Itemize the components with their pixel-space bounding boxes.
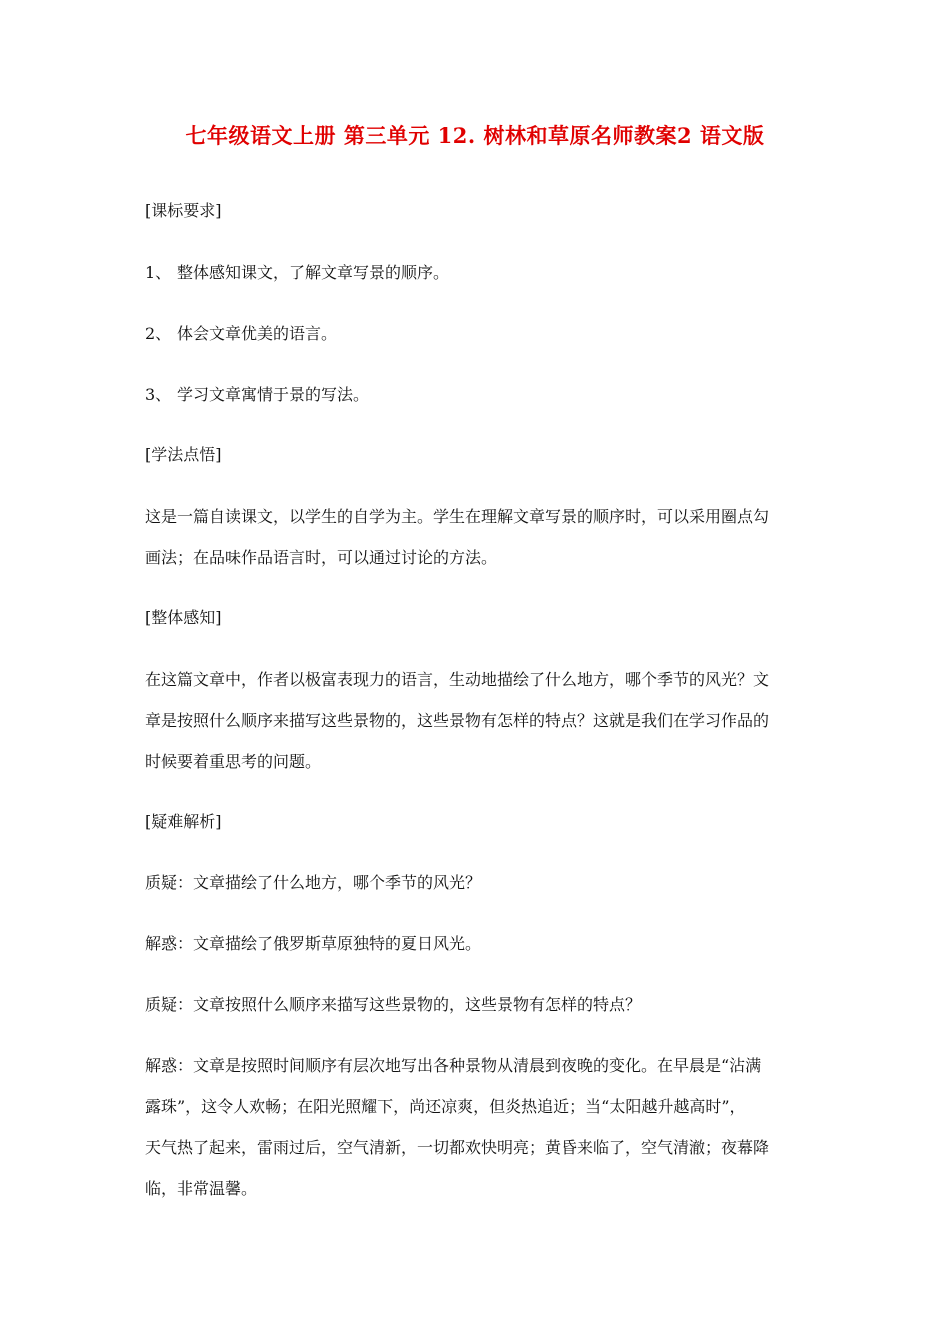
list-item-text: 整体感知课文，了解文章写景的顺序。 — [177, 263, 450, 282]
list-item-number: 1、 — [145, 263, 172, 282]
section-heading-analysis: [疑难解析] — [145, 812, 222, 831]
list-item-number: 3、 — [145, 385, 172, 404]
list-item-text: 学习文章寓情于景的写法。 — [177, 385, 370, 404]
section-heading-overview: [整体感知] — [145, 608, 222, 627]
paragraph-line: 在这篇文章中，作者以极富表现力的语言，生动地描绘了什么地方，哪个季节的风光？文 — [145, 670, 770, 689]
paragraph-line: 天气热了起来，雷雨过后，空气清新，一切都欢快明亮；黄昏来临了，空气清澈；夜幕降 — [145, 1138, 770, 1157]
list-item-number: 2、 — [145, 324, 172, 343]
section-heading-method: [学法点悟] — [145, 445, 222, 464]
qa-line: 质疑：文章描绘了什么地方，哪个季节的风光？ — [145, 873, 482, 892]
section-heading-standards: [课标要求] — [145, 201, 222, 220]
list-item — [145, 313, 807, 354]
paragraph-line: 解惑：文章是按照时间顺序有层次地写出各种景物从清晨到夜晚的变化。在早晨是“沾满 — [145, 1056, 762, 1075]
paragraph-line: 时候要着重思考的问题。 — [145, 752, 322, 771]
qa-line: 质疑：文章按照什么顺序来描写这些景物的，这些景物有怎样的特点？ — [145, 995, 642, 1014]
paragraph-line: 这是一篇自读课文，以学生的自学为主。学生在理解文章写景的顺序时，可以采用圈点勾 — [145, 507, 770, 526]
paragraph-line: 临，非常温馨。 — [145, 1179, 258, 1198]
list-item-text: 体会文章优美的语言。 — [177, 324, 338, 343]
qa-line: 解惑：文章描绘了俄罗斯草原独特的夏日风光。 — [145, 934, 482, 953]
document-title: 七年级语文上册 第三单元 12. 树林和草原名师教案2 语文版 — [185, 123, 765, 148]
list-item — [145, 252, 807, 293]
paragraph-line: 章是按照什么顺序来描写这些景物的，这些景物有怎样的特点？这就是我们在学习作品的 — [145, 711, 770, 730]
paragraph-line: 画法；在品味作品语言时，可以通过讨论的方法。 — [145, 548, 498, 567]
paragraph-line: 露珠”，这令人欢畅；在阳光照耀下，尚还凉爽，但炎热追近；当“太阳越升越高时”， — [145, 1097, 746, 1116]
list-item — [145, 374, 807, 415]
